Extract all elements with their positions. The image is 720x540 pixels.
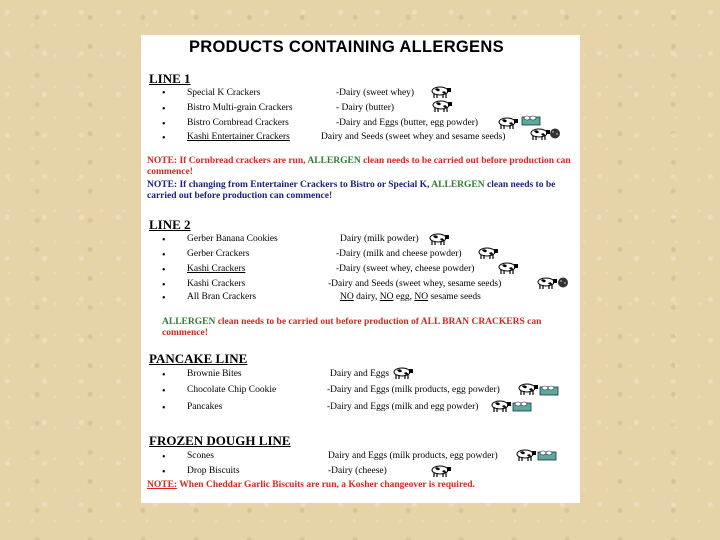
frozen-note-kosher xyxy=(147,480,579,491)
document-page xyxy=(141,35,580,503)
line1-item-name: Kashi Entertainer Crackers xyxy=(187,132,290,142)
bullet: • xyxy=(162,280,166,291)
line2-item-name: Kashi Crackers xyxy=(187,264,246,274)
allergen-text: egg, xyxy=(393,292,415,302)
bullet: • xyxy=(162,119,166,130)
line1-item-name: Bistro Multi-grain Crackers xyxy=(187,103,293,113)
pancake-heading: PANCAKE LINE xyxy=(149,351,248,366)
page-title: PRODUCTS CONTAINING ALLERGENS xyxy=(189,38,504,56)
frozen-item-name: Drop Biscuits xyxy=(187,466,240,476)
pancake-item-allergens: -Dairy and Eggs (milk products, egg powder) xyxy=(327,385,500,395)
allergen-text: sesame seeds xyxy=(428,292,481,302)
pancake-item-name: Brownie Bites xyxy=(187,369,242,379)
cow-icon xyxy=(517,381,539,395)
frozen-heading: FROZEN DOUGH LINE xyxy=(149,433,291,448)
egg-carton-icon xyxy=(537,449,557,461)
cow-icon xyxy=(529,126,551,140)
seeds-icon xyxy=(557,277,569,288)
note-text: If changing from Entertainer Crackers to Bistro or Special K, xyxy=(177,180,432,190)
cow-icon xyxy=(428,231,450,245)
line1-note-entertainer xyxy=(147,180,579,202)
cow-icon xyxy=(477,245,499,259)
line1-item-allergens: - Dairy (butter) xyxy=(336,103,395,113)
frozen-item-allergens: -Dairy (cheese) xyxy=(328,466,387,476)
no-word: NO xyxy=(414,292,429,302)
allergen-word: ALLERGEN xyxy=(431,180,485,190)
bullet: • xyxy=(162,403,166,414)
line1-item-allergens: -Dairy and Eggs (butter, egg powder) xyxy=(336,118,479,128)
bullet: • xyxy=(162,250,166,261)
line2-item-name: All Bran Crackers xyxy=(187,292,257,302)
note-text: clean needs to be carried out before production can commence! xyxy=(147,156,571,177)
bullet: • xyxy=(162,104,166,115)
line1-item-allergens: -Dairy (sweet whey) xyxy=(336,88,415,98)
note-text: clean needs to be carried out before production of xyxy=(215,317,421,327)
line2-item-name: Gerber Banana Cookies xyxy=(187,234,278,244)
bullet: • xyxy=(162,235,166,246)
line1-item-name: Special K Crackers xyxy=(187,88,261,98)
cow-icon xyxy=(536,275,558,289)
line1-note-cornbread xyxy=(147,156,577,178)
line1-item-allergens: Dairy and Seeds (sweet whey and sesame seeds) xyxy=(321,132,506,142)
allergen-text: dairy, xyxy=(353,292,380,302)
pancake-item-allergens: -Dairy and Eggs (milk and egg powder) xyxy=(327,402,479,412)
no-word: NO xyxy=(340,292,354,302)
line2-item-allergens: -Dairy and Seeds (sweet whey, sesame seeds) xyxy=(328,279,502,289)
line2-item-name: Kashi Crackers xyxy=(187,279,246,289)
allergen-word: ALLERGEN xyxy=(307,156,361,166)
line2-item-allergens xyxy=(340,292,481,302)
bullet: • xyxy=(162,133,166,144)
bullet: • xyxy=(162,370,166,381)
line2-item-name: Gerber Crackers xyxy=(187,249,250,259)
egg-carton-icon xyxy=(512,400,532,412)
bullet: • xyxy=(162,452,166,463)
pancake-item-allergens: Dairy and Eggs xyxy=(330,369,390,379)
line2-item-allergens: Dairy (milk powder) xyxy=(340,234,419,244)
note-emphasis: ALL BRAN CRACKERS xyxy=(420,317,525,327)
pancake-item-name: Chocolate Chip Cookie xyxy=(187,385,277,395)
bullet: • xyxy=(162,467,166,478)
line2-item-allergens: -Dairy (milk and cheese powder) xyxy=(336,249,462,259)
line2-heading: LINE 2 xyxy=(149,217,191,232)
cow-icon xyxy=(430,84,452,98)
allergen-word: ALLERGEN xyxy=(162,317,216,327)
cow-icon xyxy=(431,98,453,112)
note-label: NOTE: xyxy=(147,480,178,490)
line1-item-name: Bistro Cornbread Crackers xyxy=(187,118,289,128)
line2-note-allbran xyxy=(162,317,572,339)
bullet: • xyxy=(162,386,166,397)
note-label: NOTE: xyxy=(147,180,178,190)
cow-icon xyxy=(497,115,519,129)
seeds-icon xyxy=(549,128,561,139)
note-text: If Cornbread crackers are run, xyxy=(177,156,308,166)
bullet: • xyxy=(162,265,166,276)
line1-heading: LINE 1 xyxy=(149,71,191,86)
note-text: clean needs to be carried out before production can commence! xyxy=(147,180,556,201)
cow-icon xyxy=(497,260,519,274)
egg-carton-icon xyxy=(539,384,559,396)
bullet: • xyxy=(162,88,166,99)
cow-icon xyxy=(392,365,414,379)
frozen-item-name: Scones xyxy=(187,451,214,461)
note-text: When Cheddar Garlic Biscuits are run, a Kosher changeover is required. xyxy=(177,480,475,490)
note-text: can commence! xyxy=(162,317,542,338)
note-label: NOTE: xyxy=(147,156,178,166)
cow-icon xyxy=(490,398,512,412)
line2-item-allergens: -Dairy (sweet whey, cheese powder) xyxy=(336,264,475,274)
egg-carton-icon xyxy=(521,114,541,126)
no-word: NO xyxy=(379,292,394,302)
cow-icon xyxy=(430,463,452,477)
cow-icon xyxy=(515,447,537,461)
pancake-item-name: Pancakes xyxy=(187,402,223,412)
bullet: • xyxy=(162,293,166,304)
frozen-item-allergens: Dairy and Eggs (milk products, egg powder) xyxy=(328,451,498,461)
